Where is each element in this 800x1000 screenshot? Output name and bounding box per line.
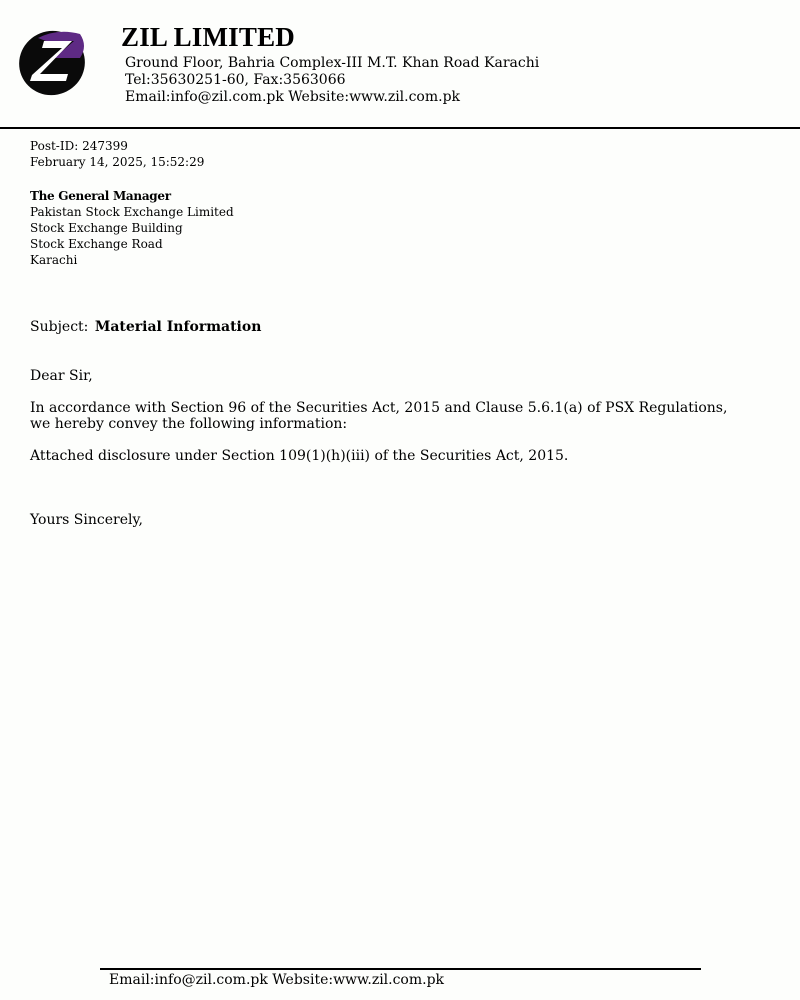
post-id: Post-ID: 247399: [30, 139, 128, 153]
zil-z-logo-icon: [18, 28, 86, 98]
recipient-address-block: [30, 188, 234, 268]
footer-divider: [100, 968, 701, 970]
body-paragraph-1-line-1: In accordance with Section 96 of the Securities Act, 2015 and Clause 5.6.1(a) of PSX Regulations,: [30, 400, 728, 416]
subject-label: Subject:: [30, 319, 89, 335]
recipient-line: Stock Exchange Building: [30, 221, 183, 235]
header-divider: [0, 127, 800, 129]
company-address: Ground Floor, Bahria Complex-III M.T. Khan Road Karachi: [125, 55, 540, 71]
recipient-title: The General Manager: [30, 189, 171, 203]
closing: Yours Sincerely,: [30, 512, 143, 528]
footer-email-website: Email:info@zil.com.pk Website:www.zil.com.pk: [109, 972, 445, 988]
company-email-website: Email:info@zil.com.pk Website:www.zil.com.pk: [125, 89, 461, 105]
body-paragraph-1-line-2: we hereby convey the following information:: [30, 416, 348, 432]
company-name: ZIL LIMITED: [121, 22, 296, 52]
company-contact: Tel:35630251-60, Fax:3563066: [125, 72, 346, 88]
recipient-line: Karachi: [30, 253, 78, 267]
subject-line: [30, 319, 261, 335]
greeting: Dear Sir,: [30, 368, 93, 384]
body-paragraph-2: Attached disclosure under Section 109(1)(h)(iii) of the Securities Act, 2015.: [30, 448, 569, 464]
recipient-line: Pakistan Stock Exchange Limited: [30, 205, 234, 219]
recipient-line: Stock Exchange Road: [30, 237, 163, 251]
post-date-time: February 14, 2025, 15:52:29: [30, 155, 205, 169]
subject-value: Material Information: [94, 319, 262, 335]
body-paragraph-1: [30, 400, 727, 432]
